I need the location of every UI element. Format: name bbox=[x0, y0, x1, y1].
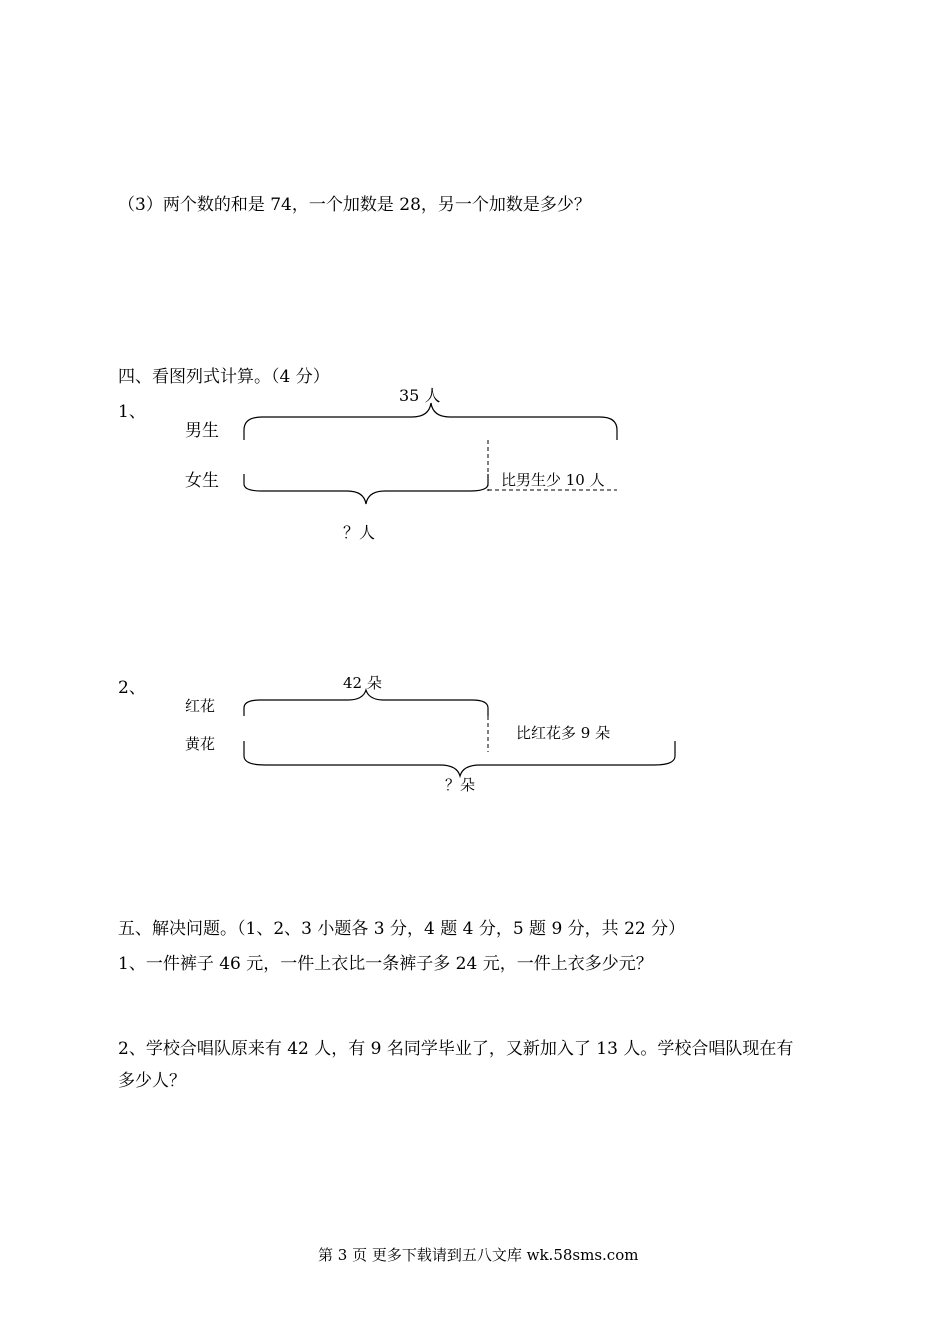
section-5-heading: 五、解决问题。（1、2、3 小题各 3 分，4 题 4 分，5 题 9 分，共 22 分） bbox=[118, 919, 686, 939]
diff-label: 比男生少 10 人 bbox=[501, 471, 605, 489]
label-boys: 男生 bbox=[185, 421, 219, 441]
figure-2-number: 2、 bbox=[118, 678, 146, 698]
page-footer: 第 3 页 更多下载请到五八文库 wk.58sms.com bbox=[318, 1246, 639, 1264]
red-bar-brace bbox=[244, 690, 488, 716]
question-5-2-line1: 2、学校合唱队原来有 42 人，有 9 名同学毕业了，又新加入了 13 人。学校合唱队现在有 bbox=[118, 1039, 794, 1059]
yellow-bar-brace bbox=[244, 741, 675, 776]
red-label: 42 朵 bbox=[343, 674, 382, 692]
total-label: 35 人 bbox=[399, 386, 441, 405]
question-3-3: （3）两个数的和是 74，一个加数是 28，另一个加数是多少？ bbox=[118, 195, 591, 215]
label-red: 红花 bbox=[185, 697, 216, 715]
label-girls: 女生 bbox=[185, 471, 219, 491]
section-4-heading: 四、看图列式计算。（4 分） bbox=[118, 367, 330, 387]
unknown-label-2: ？朵 bbox=[445, 776, 476, 794]
figure-1-number: 1、 bbox=[118, 402, 146, 422]
question-5-1: 1、一件裤子 46 元，一件上衣比一条裤子多 24 元，一件上衣多少元？ bbox=[118, 954, 653, 974]
diff-label-2: 比红花多 9 朵 bbox=[516, 724, 611, 742]
label-yellow: 黄花 bbox=[185, 735, 216, 753]
question-5-2-line2: 多少人？ bbox=[118, 1071, 186, 1091]
unknown-label: ？人 bbox=[343, 523, 376, 542]
